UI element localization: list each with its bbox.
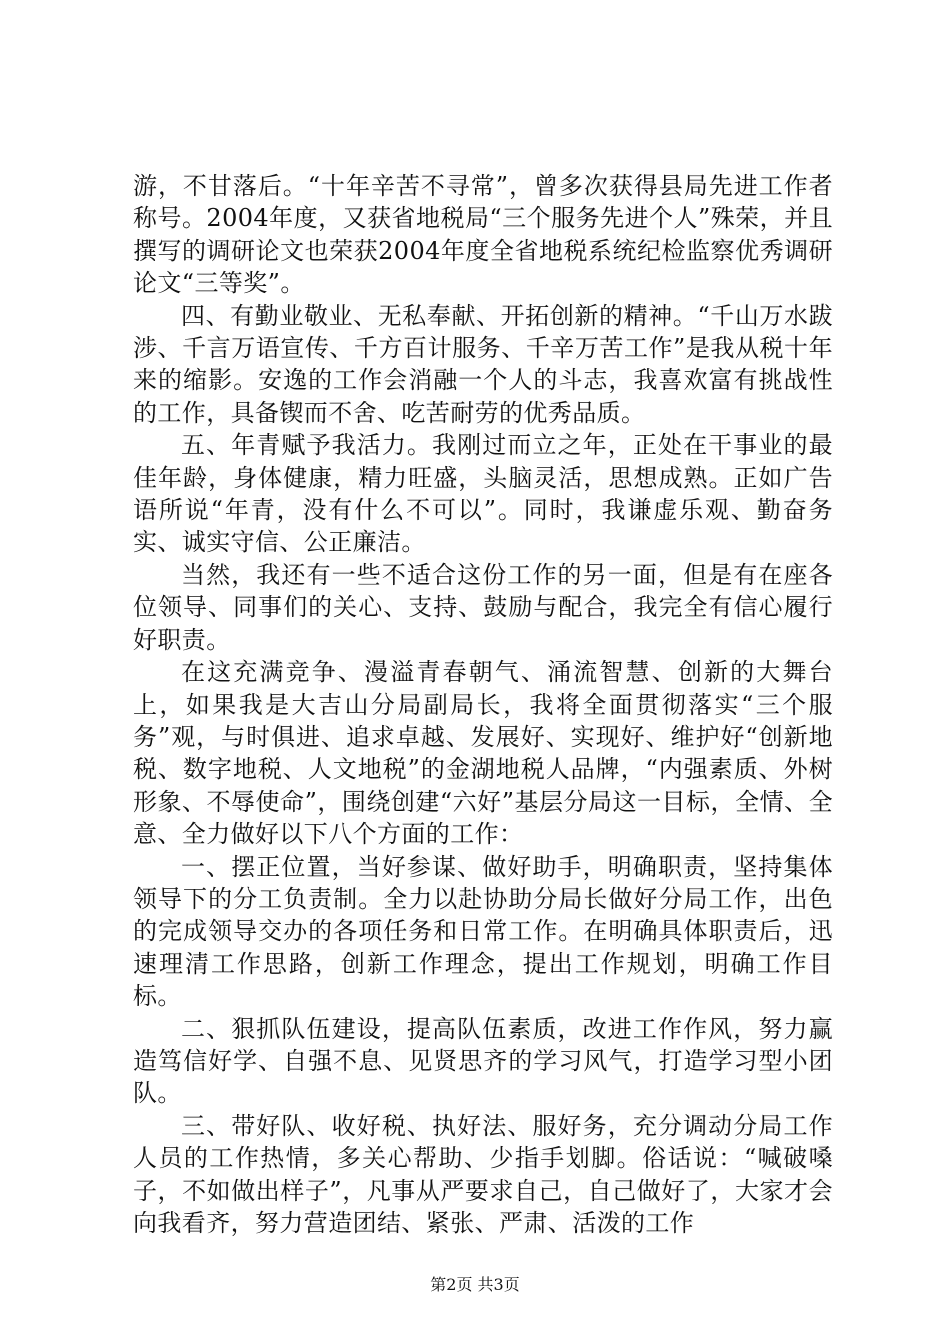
paragraph-four-dedication: 四、有勤业敬业、无私奉献、开拓创新的精神。“千山万水跋涉、千言万语宣传、千方百计服务、千辛万苦工作”是我从税十年来的缩影。安逸的工作会消融一个人的斗志，我喜欢富有挑战性的工作，具备锲而不舍、吃苦耐劳的优秀品质。 <box>133 301 833 427</box>
paragraph-five-youth: 五、年青赋予我活力。我刚过而立之年，正处在干事业的最佳年龄，身体健康，精力旺盛，头脑灵活，思想成熟。正如广告语所说“年青，没有什么不可以”。同时，我谦虚乐观、勤奋务实、诚实守信、公正廉洁。 <box>133 431 833 557</box>
paragraph-plan-two: 二、狠抓队伍建设，提高队伍素质，改进工作作风，努力赢造笃信好学、自强不息、见贤思齐的学习风气，打造学习型小团队。 <box>133 1014 833 1108</box>
document-body <box>133 170 833 1239</box>
paragraph-plan-three: 三、带好队、收好税、执好法、服好务，充分调动分局工作人员的工作热情，多关心帮助、少指手划脚。俗话说：“喊破嗓子，不如做出样子”，凡事从严要求自己，自己做好了，大家才会向我看齐，努力营造团结、紧张、严肃、活泼的工作 <box>133 1111 833 1237</box>
paragraph-plan-intro: 在这充满竞争、漫溢青春朝气、涌流智慧、创新的大舞台上，如果我是大吉山分局副局长，我将全面贯彻落实“三个服务”观，与时俱进、追求卓越、发展好、实现好、维护好“创新地税、数字地税、人文地税”的金湖地税人品牌，“内强素质、外树形象、不辱使命”，围绕创建“六好”基层分局这一目标，全情、全意、全力做好以下八个方面的工作： <box>133 658 833 849</box>
paragraph-plan-one: 一、摆正位置，当好参谋、做好助手，明确职责，坚持集体领导下的分工负责制。全力以赴协助分局长做好分局工作，出色的完成领导交办的各项任务和日常工作。在明确具体职责后，迅速理清工作思路，创新工作理念，提出工作规划，明确工作目标。 <box>133 852 833 1011</box>
page-number-footer: 第2页 共3页 <box>430 1275 520 1294</box>
paragraph-shortcomings: 当然，我还有一些不适合这份工作的另一面，但是有在座各位领导、同事们的关心、支持、鼓励与配合，我完全有信心履行好职责。 <box>133 560 833 654</box>
paragraph-continued: 游，不甘落后。“十年辛苦不寻常”，曾多次获得县局先进工作者称号。2004年度，又获省地税局“三个服务先进个人”殊荣，并且撰写的调研论文也荣获2004年度全省地税系统纪检监察优秀调研论文“三等奖”。 <box>133 172 833 298</box>
